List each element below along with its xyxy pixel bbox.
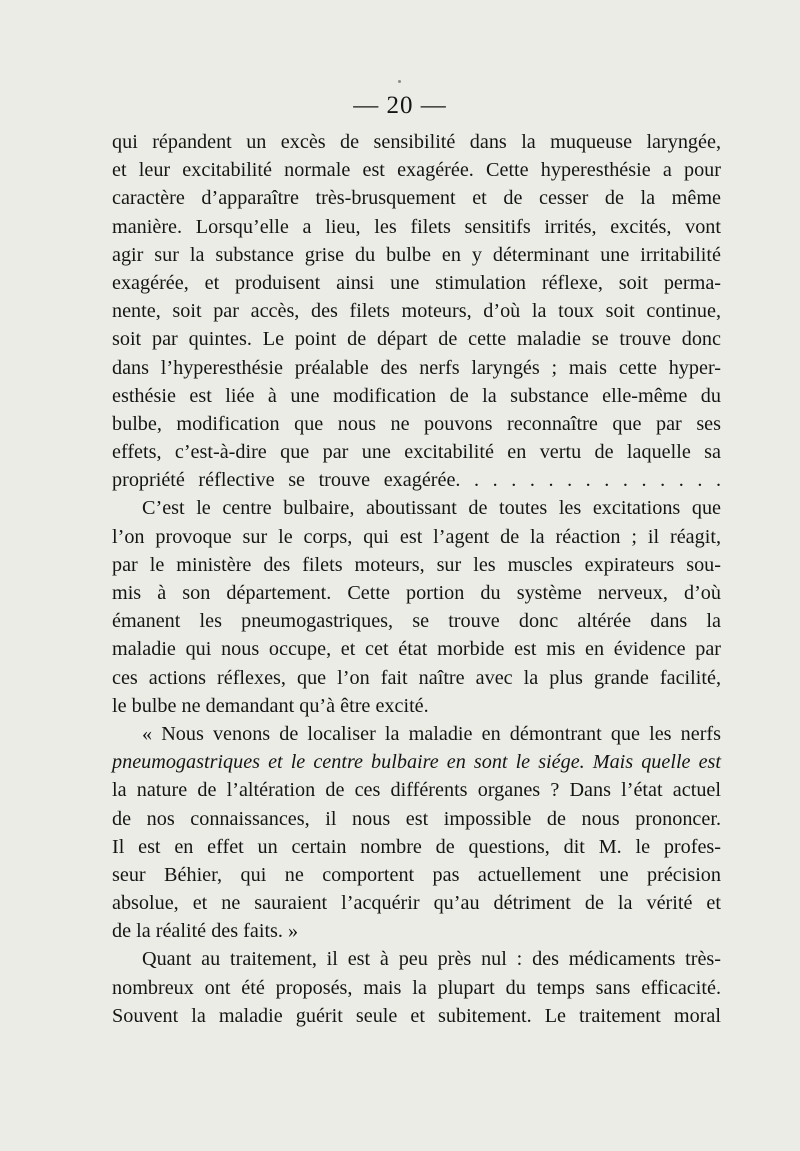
text-line: la nature de l’altération de ces différents organes ? Dans l’état actuel	[112, 779, 721, 802]
text-line: « Nous venons de localiser la maladie en démontrant que les nerfs	[142, 722, 721, 745]
text-line: Quant au traitement, il est à peu près nul : des médicaments très-	[142, 948, 721, 971]
text-line: pneumogastriques et le centre bulbaire en sont le siége. Mais quelle est	[112, 751, 721, 774]
text-line: émanent les pneumogastriques, se trouve donc altérée dans la	[112, 610, 721, 633]
text-line: mis à son département. Cette portion du système nerveux, d’où	[112, 582, 721, 604]
text-line: agir sur la substance grise du bulbe en y déterminant une irritabilité	[112, 243, 721, 266]
text-line: soit par quintes. Le point de départ de cette maladie se trouve donc	[112, 328, 721, 351]
text-line: absolue, et ne sauraient l’acquérir qu’au détriment de la vérité et	[112, 892, 721, 915]
text-line: et leur excitabilité normale est exagérée. Cette hyperesthésie a pour	[112, 159, 721, 182]
paper-speck	[398, 80, 401, 83]
text-line: l’on provoque sur le corps, qui est l’agent de la réaction ; il réagit,	[112, 525, 721, 548]
text-line: manière. Lorsqu’elle a lieu, les filets sensitifs irrités, excités, vont	[112, 215, 721, 238]
text-line: Il est en effet un certain nombre de questions, dit M. le profes-	[112, 835, 721, 858]
text-line: de nos connaissances, il nous est impossible de nous prononcer.	[112, 807, 721, 830]
text-line: esthésie est liée à une modification de la substance elle-même du	[112, 384, 721, 407]
text-line: propriété réflective se trouve exagérée. . . . . . . . . . . . . . .	[112, 469, 721, 492]
text-line: le bulbe ne demandant qu’à être excité.	[112, 694, 429, 717]
text-line: Souvent la maladie guérit seule et subitement. Le traitement moral	[112, 1004, 721, 1027]
text-line: dans l’hyperesthésie préalable des nerfs laryngés ; mais cette hyper-	[112, 356, 721, 379]
text-line: C’est le centre bulbaire, aboutissant de toutes les excitations que	[142, 497, 721, 520]
text-line: seur Béhier, qui ne comportent pas actuellement une précision	[112, 863, 721, 886]
text-line: ces actions réflexes, que l’on fait naître avec la plus grande facilité,	[112, 666, 721, 689]
body-text	[112, 128, 721, 1030]
text-line: nombreux ont été proposés, mais la plupart du temps sans efficacité.	[112, 976, 721, 999]
text-line: de la réalité des faits. »	[112, 920, 299, 943]
text-line: nente, soit par accès, des filets moteurs, d’où la toux soit continue,	[112, 300, 721, 323]
text-line: par le ministère des filets moteurs, sur les muscles expirateurs sou-	[112, 553, 721, 576]
page-number: — 20 —	[353, 92, 447, 119]
text-line: maladie qui nous occupe, et cet état morbide est mis en évidence par	[112, 638, 721, 661]
text-line: caractère d’apparaître très-brusquement et de cesser de la même	[112, 187, 721, 210]
text-line: exagérée, et produisent ainsi une stimulation réflexe, soit perma-	[112, 271, 721, 294]
text-line: bulbe, modification que nous ne pouvons reconnaître que par ses	[112, 412, 721, 435]
text-line: qui répandent un excès de sensibilité dans la muqueuse laryngée,	[112, 131, 721, 153]
text-line: effets, c’est-à-dire que par une excitabilité en vertu de laquelle sa	[112, 441, 721, 464]
